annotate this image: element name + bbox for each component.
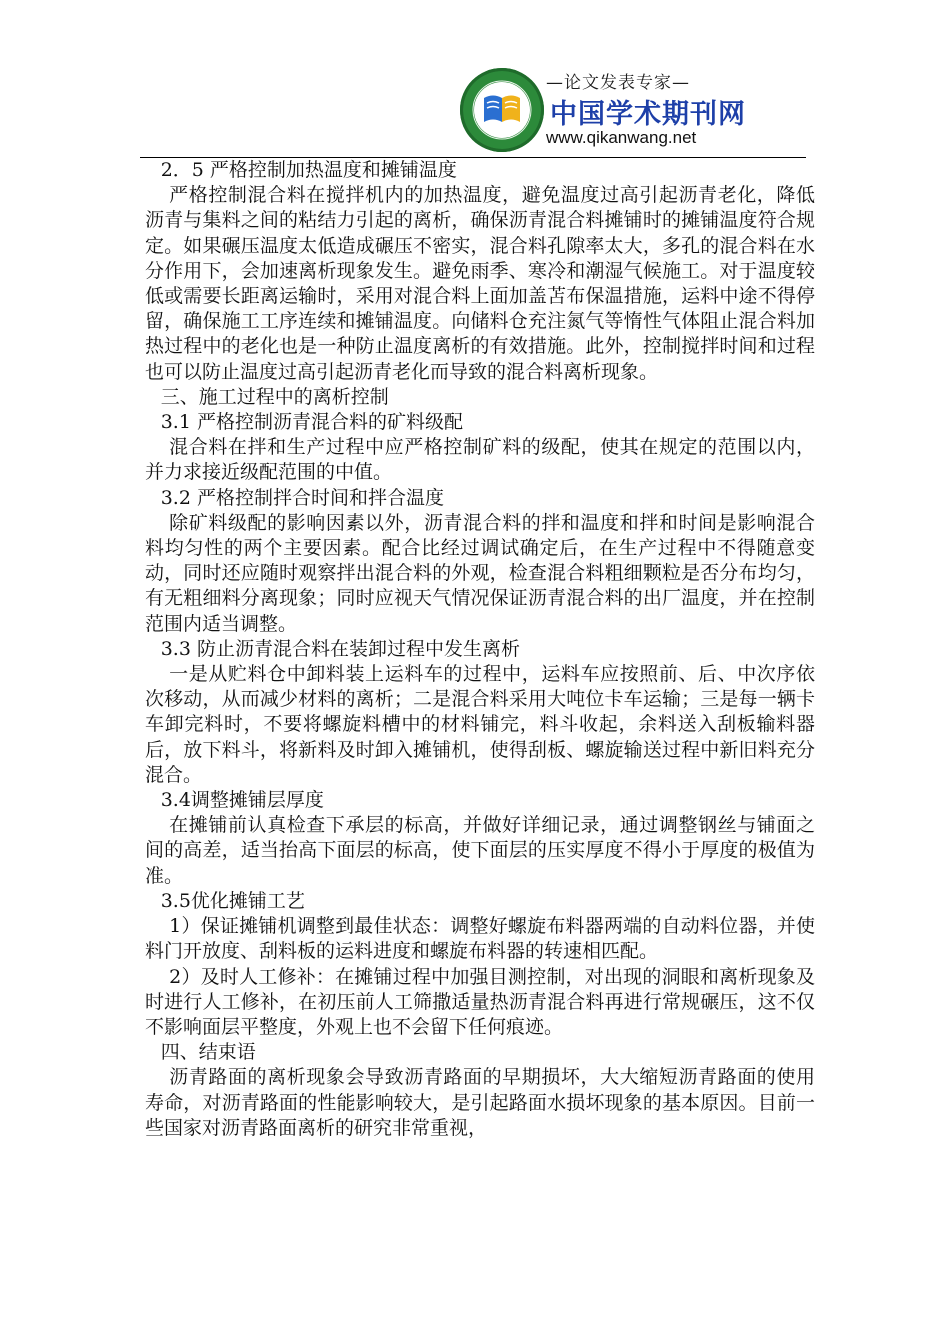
section-heading: 3.3 防止沥青混合料在装卸过程中发生离析	[160, 637, 520, 660]
body-paragraph: 除矿料级配的影响因素以外，沥青混合料的拌和温度和拌和时间是影响混合料均匀性的两个主要因素。配合比经过调试确定后，在生产过程中不得随意变动，同时还应随时观察拌出混合料的外观，检查混合料粗细颗粒是否分布均匀，有无粗细料分离现象；同时应视天气情况保证沥青混合料的出厂温度，并在控制范围内适当调整。	[145, 511, 815, 635]
section-heading: 四、结束语	[160, 1041, 256, 1064]
section-heading: 3.1 严格控制沥青混合料的矿料级配	[160, 411, 463, 434]
body-paragraph: 2）及时人工修补：在摊铺过程中加强目测控制，对出现的洞眼和离析现象及时进行人工修补，在初压前人工筛撒适量热沥青混合料再进行常规碾压，这不仅不影响面层平整度，外观上也不会留下任何痕迹。	[145, 965, 815, 1038]
body-paragraph: 严格控制混合料在搅拌机内的加热温度，避免温度过高引起沥青老化，降低沥青与集料之间的粘结力引起的离析，确保沥青混合料摊铺时的摊铺温度符合规定。如果碾压温度太低造成碾压不密实，混合料孔隙率太大，多孔的混合料在水分作用下，会加速离析现象发生。避免雨季、寒冷和潮湿气候施工。对于温度较低或需要长距离运输时，采用对混合料上面加盖苫布保温措施，运料中途不得停留，确保施工工序连续和摊铺温度。向储料仓充注氮气等惰性气体阻止混合料加热过程中的老化也是一种防止温度离析的有效措施。此外，控制搅拌时间和过程也可以防止温度过高引起沥青老化而导致的混合料离析现象。	[145, 184, 815, 383]
body-paragraph: 混合料在拌和生产过程中应严格控制矿料的级配，使其在规定的范围以内，并力求接近级配范围的中值。	[145, 436, 815, 484]
section-heading: 2．5 严格控制加热温度和摊铺温度	[160, 159, 457, 181]
header-tagline: —论文发表专家—	[546, 73, 690, 93]
body-paragraph: 沥青路面的离析现象会导致沥青路面的早期损坏，大大缩短沥青路面的使用寿命，对沥青路面的性能影响较大，是引起路面水损坏现象的基本原因。目前一些国家对沥青路面离析的研究非常重视，	[145, 1066, 815, 1139]
body-paragraph: 一是从贮料仓中卸料装上运料车的过程中，运料车应按照前、后、中次序依次移动，从而减少材料的离析；二是混合料采用大吨位卡车运输；三是每一辆卡车卸完料时，不要将螺旋料槽中的材料铺完，料斗收起，余料送入刮板输料器后，放下料斗，将新料及时卸入摊铺机，使得刮板、螺旋输送过程中新旧料充分混合。	[145, 663, 815, 786]
body-paragraph: 1）保证摊铺机调整到最佳状态：调整好螺旋布料器两端的自动料位器，并使料门开放度、刮料板的运料进度和螺旋布料器的转速相匹配。	[145, 915, 815, 963]
article-body	[145, 158, 815, 1141]
section-heading: 三、施工过程中的离析控制	[160, 385, 389, 408]
header-brand-title: 中国学术期刊网	[550, 99, 746, 130]
header-url: www.qikanwang.net	[546, 128, 697, 147]
section-heading: 3.2 严格控制拌合时间和拌合温度	[160, 486, 444, 509]
body-paragraph: 在摊铺前认真检查下承层的标高，并做好详细记录，通过调整钢丝与铺面之间的高差，适当抬高下面层的标高，使下面层的压实厚度不得小于厚度的极值为准。	[145, 814, 815, 887]
site-header	[460, 66, 820, 158]
site-logo	[460, 68, 544, 152]
section-heading: 3.5优化摊铺工艺	[160, 889, 305, 912]
open-book-icon	[480, 92, 524, 126]
section-heading: 3.4调整摊铺层厚度	[160, 789, 324, 812]
